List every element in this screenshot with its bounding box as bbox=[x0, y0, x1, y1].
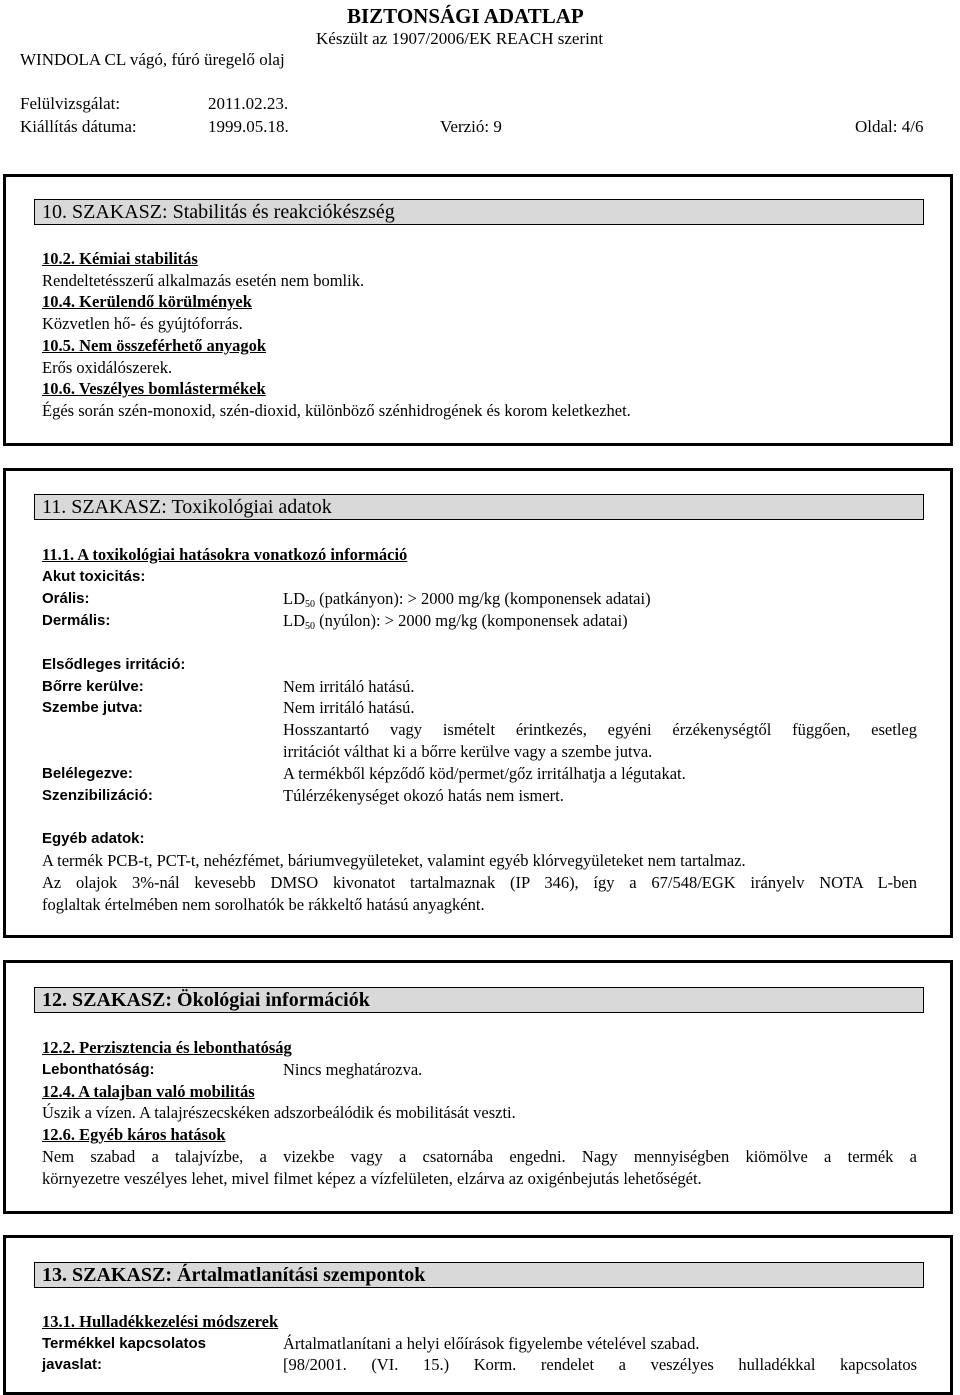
text-10-6: Égés során szén-monoxid, szén-dioxid, különböző szénhidrogének és korom keletkezhet. bbox=[42, 401, 631, 420]
sensitization-value: Túlérzékenységet okozó hatás nem ismert. bbox=[283, 786, 564, 805]
document-title: BIZTONSÁGI ADATLAP bbox=[347, 4, 584, 28]
text-12-4: Úszik a vízen. A talajrészecskéken adszorbeálódik és mobilitását veszti. bbox=[42, 1103, 516, 1122]
dermal-label: Dermális: bbox=[42, 612, 111, 629]
subsection-10-2: 10.2. Kémiai stabilitás bbox=[42, 249, 198, 268]
other-data-label: Egyéb adatok: bbox=[42, 830, 145, 847]
degradability-label: Lebonthatóság: bbox=[42, 1061, 155, 1078]
prolonged-contact-line-1: Hosszantartó vagy ismételt érintkezés, egyéni érzékenységtől függően, esetleg bbox=[283, 720, 917, 739]
regulation-reference: [98/2001. (VI. 15.) Korm. rendelet a veszélyes hulladékkal kapcsolatos bbox=[283, 1355, 917, 1374]
subsection-12-4: 12.4. A talajban való mobilitás bbox=[42, 1082, 255, 1101]
text-10-2: Rendeltetésszerű alkalmazás esetén nem bomlik. bbox=[42, 271, 365, 290]
section-12-title: 12. SZAKASZ: Ökológiai információk bbox=[34, 987, 924, 1013]
section-13-title: 13. SZAKASZ: Ártalmatlanítási szempontok bbox=[34, 1262, 924, 1288]
page-number: Oldal: 4/6 bbox=[855, 117, 924, 136]
document-subtitle: Készült az 1907/2006/EK REACH szerint bbox=[316, 29, 604, 48]
skin-value: Nem irritáló hatású. bbox=[283, 677, 415, 696]
skin-label: Bőrre kerülve: bbox=[42, 678, 144, 695]
text-12-6-line-1: Nem szabad a talajvízbe, a vizekbe vagy a csatornába engedni. Nagy mennyiségben kiömölve a termék a bbox=[42, 1147, 917, 1166]
ld-subscript: 50 bbox=[305, 599, 315, 610]
other-data-line-3: foglaltak értelmében nem sorolhatók be rákkeltő hatású anyagként. bbox=[42, 895, 485, 914]
oral-label: Orális: bbox=[42, 590, 90, 607]
issue-date: 1999.05.18. bbox=[208, 117, 289, 136]
sensitization-label: Szenzibilizáció: bbox=[42, 787, 153, 804]
inhalation-value: A termékből képződő köd/permet/gőz irritálhatja a légutakat. bbox=[283, 764, 686, 783]
product-name: WINDOLA CL vágó, fúró üregelő olaj bbox=[20, 50, 285, 69]
revision-label: Felülvizsgálat: bbox=[20, 94, 121, 113]
subsection-12-6: 12.6. Egyéb káros hatások bbox=[42, 1125, 226, 1144]
other-data-line-2: Az olajok 3%-nál kevesebb DMSO kivonatot tartalmaznak (IP 346), így a 67/548/EGK irányelv NOTA L-ben bbox=[42, 873, 917, 892]
subsection-10-4: 10.4. Kerülendő körülmények bbox=[42, 292, 252, 311]
text-10-5: Erős oxidálószerek. bbox=[42, 358, 173, 377]
section-11-title: 11. SZAKASZ: Toxikológiai adatok bbox=[34, 494, 924, 520]
text-10-4: Közvetlen hő- és gyújtóforrás. bbox=[42, 314, 243, 333]
subsection-11-1: 11.1. A toxikológiai hatásokra vonatkozó információ bbox=[42, 545, 408, 564]
eye-label: Szembe jutva: bbox=[42, 699, 143, 716]
ld-text: LD bbox=[283, 611, 305, 630]
inhalation-label: Belélegezve: bbox=[42, 765, 133, 782]
section-10-title: 10. SZAKASZ: Stabilitás és reakciókészség bbox=[34, 199, 924, 225]
product-recommendation-label: Termékkel kapcsolatos bbox=[42, 1335, 206, 1352]
degradability-value: Nincs meghatározva. bbox=[283, 1060, 423, 1079]
issue-label: Kiállítás dátuma: bbox=[20, 117, 137, 136]
acute-toxicity-label: Akut toxicitás: bbox=[42, 568, 146, 585]
primary-irritation-label: Elsődleges irritáció: bbox=[42, 656, 186, 673]
ld-text: LD bbox=[283, 589, 305, 608]
version: Verzió: 9 bbox=[440, 117, 502, 136]
subsection-10-5: 10.5. Nem összeférhető anyagok bbox=[42, 336, 267, 355]
subsection-10-6: 10.6. Veszélyes bomlástermékek bbox=[42, 379, 266, 398]
revision-date: 2011.02.23. bbox=[208, 94, 289, 113]
subsection-13-1: 13.1. Hulladékkezelési módszerek bbox=[42, 1312, 279, 1331]
dermal-value-text: (nyúlon): > 2000 mg/kg (komponensek adatai) bbox=[319, 611, 628, 630]
product-recommendation-value: Ártalmatlanítani a helyi előírások figyelembe vételével szabad. bbox=[283, 1334, 700, 1353]
ld-subscript: 50 bbox=[305, 621, 315, 632]
eye-value: Nem irritáló hatású. bbox=[283, 698, 415, 717]
oral-value-text: (patkányon): > 2000 mg/kg (komponensek adatai) bbox=[319, 589, 651, 608]
prolonged-contact-line-2: irritációt válthat ki a bőrre kerülve vagy a szembe jutva. bbox=[283, 742, 653, 761]
text-12-6-line-2: környezetre veszélyes lehet, mivel filmet képez a vízfelületen, elzárva az oxigénbejutás lehetőségét. bbox=[42, 1169, 702, 1188]
recommendation-label: javaslat: bbox=[42, 1356, 103, 1373]
other-data-line-1: A termék PCB-t, PCT-t, nehézfémet, báriumvegyületeket, valamint egyéb klórvegyületeket nem tartalmaz. bbox=[42, 851, 746, 870]
dermal-value bbox=[283, 610, 628, 638]
subsection-12-2: 12.2. Perzisztencia és lebonthatóság bbox=[42, 1038, 292, 1057]
